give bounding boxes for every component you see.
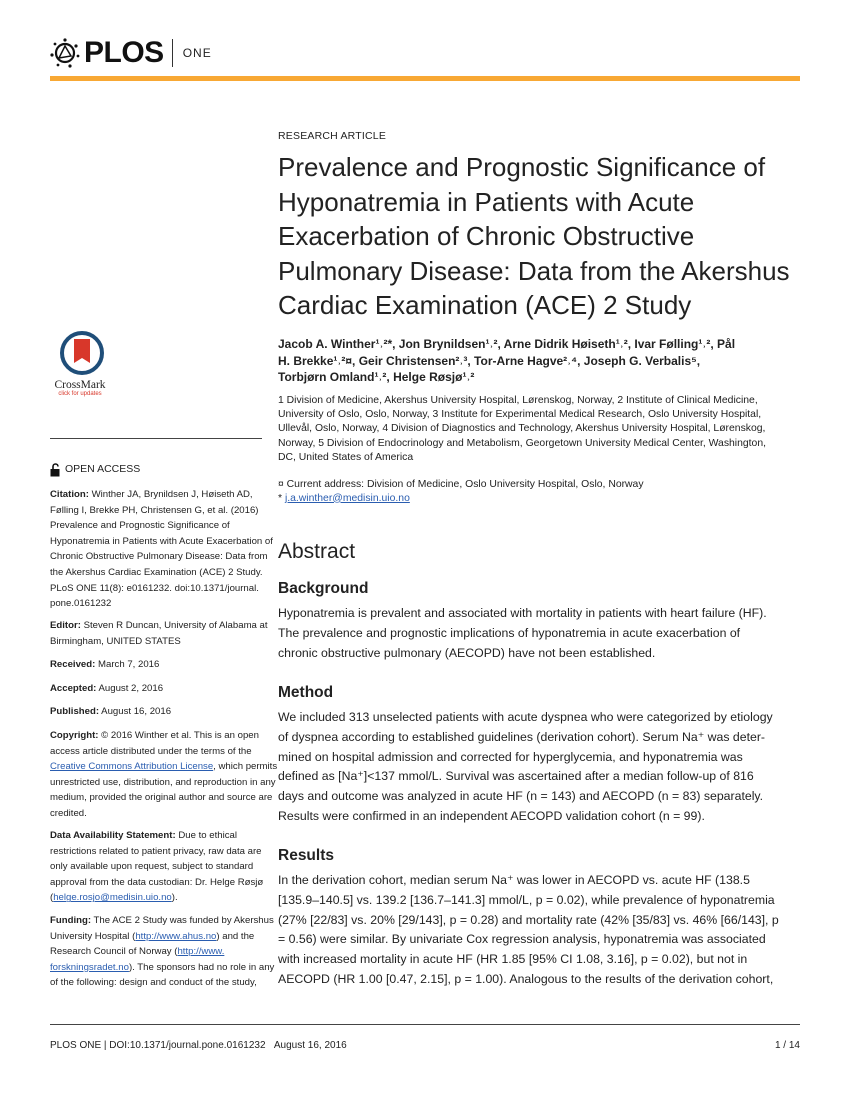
funding-text: University Hospital ( <box>50 930 136 942</box>
footer-page-number: 1 / 14 <box>774 1040 800 1051</box>
cc-license-link[interactable]: Creative Commons Attribution License <box>50 761 214 773</box>
paragraph-line: mined on hospital admission and corrected for hyperglycemia, and hyponatremia was <box>278 749 743 764</box>
abstract-heading: Abstract <box>278 540 356 563</box>
section-paragraph <box>278 604 808 663</box>
citation-text: Følling I, Brekke PH, Christensen G, et al. (2016) <box>50 504 259 516</box>
article-type: RESEARCH ARTICLE <box>278 130 387 142</box>
open-access-badge <box>50 462 265 478</box>
sidebar-divider <box>50 438 262 439</box>
author-list <box>278 336 808 386</box>
corresponding-email-link[interactable]: j.a.winther@medisin.uio.no <box>284 492 410 504</box>
affiliation-line: 1 Division of Medicine, Akershus University Hospital, Lørenskog, Norway, 2 Institute of Clinical Medicine, <box>278 395 758 406</box>
paragraph-line: AECOPD (HR 1.00 [0.47, 2.15], p = 1.00). Analogous to the results of the derivation cohort, <box>278 971 774 986</box>
data-availability-block: Data Availability Statement: Due to ethical restrictions related to patient privacy, raw data are only available upon request, subject to standard approval from the data custodian: Dr. Helge Røsjø (helge.rosjo@medisin.uio.no). <box>50 830 264 904</box>
section-paragraph <box>278 708 808 827</box>
copyright-text: , which permits <box>213 761 278 773</box>
citation-text: the Akershus Cardiac Examination (ACE) 2 Study. <box>50 566 263 578</box>
paragraph-line: Results were confirmed in an independent AECOPD validation cohort (n = 99). <box>278 808 705 823</box>
paragraph-line: The prevalence and prognostic implications of hyponatremia in acute exacerbation of <box>278 625 741 640</box>
paragraph-line: = 0.56) were similar. By univariate Cox regression analysis, hyponatremia was associated <box>278 932 766 947</box>
copyright-text: credited. <box>50 807 87 819</box>
corr-mark: * <box>278 492 285 504</box>
logo-divider <box>172 39 173 67</box>
data-availability-label: Data Availability Statement: <box>50 830 176 841</box>
data-email-link[interactable]: helge.rosjo@medisin.uio.no <box>53 892 172 904</box>
paragraph-line: with increased mortality in acute HF (HR 1.85 [95% CI 1.08, 3.16], p = 0.02), but not in <box>278 952 748 967</box>
accepted-label: Accepted: <box>50 683 97 694</box>
paragraph-line: (27% [22/83] vs. 20% [29/143], p = 0.28) and mortality rate (42% [35/83] vs. 46% [66/143], p <box>278 912 779 927</box>
citation-text: PLoS ONE 11(8): e0161232. doi:10.1371/journal. <box>50 582 259 594</box>
funding-text: ). The sponsors had no role in any <box>128 961 275 973</box>
published-label: Published: <box>50 706 100 717</box>
copyright-text: unrestricted use, distribution, and reproduction in any <box>50 776 276 788</box>
plos-one-logo[interactable] <box>50 36 212 70</box>
crossmark-badge[interactable] <box>50 330 110 397</box>
section-heading-background: Background <box>278 580 369 597</box>
citation-text: Hyponatremia in Patients with Acute Exacerbation of <box>50 535 273 547</box>
data-availability-text: only available upon request, subject to standard <box>50 861 254 873</box>
affiliation-line: DC, United States of America <box>278 451 414 463</box>
footer-divider <box>50 1024 800 1025</box>
funding-label: Funding: <box>50 915 92 926</box>
crossmark-icon <box>59 330 105 376</box>
received-label: Received: <box>50 659 96 670</box>
copyright-block <box>50 728 278 822</box>
forskningsradet-link[interactable]: forskningsradet.no <box>50 961 129 973</box>
data-availability-text: approval from the data custodian: Dr. Helge Røsjø <box>50 876 264 888</box>
footer-date: August 16, 2016 <box>273 1040 347 1051</box>
crossmark-sub: click for updates <box>58 391 102 397</box>
forskningsradet-link[interactable]: http://www. <box>177 946 225 958</box>
funding-text: of the following: design and conduct of the study, <box>50 977 257 989</box>
paragraph-line: chronic obstructive pulmonary (AECOPD) have not been established. <box>278 645 656 660</box>
title-line: Prevalence and Prognostic Significance of <box>278 152 766 182</box>
author-line: H. Brekke¹˒²¤, Geir Christensen²˒³, Tor-Arne Hagve²˒⁴, Joseph G. Verbalis⁵, <box>278 353 701 368</box>
title-line: Hyponatremia in Patients with Acute <box>278 186 695 217</box>
editor-block <box>50 618 268 649</box>
funding-text: The ACE 2 Study was funded by Akershus <box>91 915 274 926</box>
copyright-text: © 2016 Winther et al. This is an open <box>98 730 259 741</box>
paragraph-line: defined as [Na⁺]<137 mmol/L. Survival was ascertained after a median follow-up of 816 <box>278 769 754 784</box>
paragraph-line: of dyspnea according to established guidelines (derivation cohort). Serum Na⁺ was deter- <box>278 729 766 744</box>
citation-block <box>50 487 273 612</box>
plos-globe-icon <box>50 38 80 68</box>
logo-one: ONE <box>182 46 212 60</box>
paragraph-line: We included 313 unselected patients with acute dyspnea who were categorized by etiology <box>278 710 773 724</box>
header-accent-bar <box>50 76 800 81</box>
open-access-label: OPEN ACCESS <box>65 463 141 475</box>
published-line <box>50 704 265 720</box>
accepted-date: August 2, 2016 <box>96 683 164 694</box>
copyright-text: access article distributed under the terms of the <box>50 745 252 757</box>
section-heading-method: Method <box>278 684 334 701</box>
citation-text: Prevalence and Prognostic Significance of <box>50 520 230 532</box>
accepted-line <box>50 681 265 697</box>
received-line <box>50 657 265 673</box>
data-availability-text: restrictions related to patient privacy, raw data are <box>50 845 262 857</box>
citation-label: Citation: <box>50 489 89 500</box>
copyright-text: medium, provided the original author and source are <box>50 792 273 804</box>
affiliation-line: Ullevål, Oslo, Norway, 4 Division of Diagnostics and Technology, Akershus University Hospital, Lørenskog, <box>278 423 766 435</box>
correspondence-block <box>278 478 808 505</box>
footer-doi <box>50 1040 347 1051</box>
current-address: ¤ Current address: Division of Medicine, Oslo University Hospital, Oslo, Norway <box>278 479 644 490</box>
section-heading-results: Results <box>278 847 334 864</box>
paragraph-line: days and outcome was analyzed in acute HF (n = 143) and AECOPD (n = 83) separately. <box>278 789 764 804</box>
affiliation-line: University of Oslo, Oslo, Norway, 3 Institute for Experimental Medical Research, Oslo University Hospital, <box>278 409 762 421</box>
editor-label: Editor: <box>50 620 81 631</box>
title-line: Cardiac Examination (ACE) 2 Study <box>278 290 692 320</box>
received-date: March 7, 2016 <box>95 659 160 670</box>
paragraph-line: Hyponatremia is prevalent and associated with mortality in patients with heart failure (HF). <box>278 606 767 620</box>
section-paragraph <box>278 871 808 990</box>
affiliation-line: Norway, 5 Division of Endocrinology and Metabolism, Georgetown University Medical Center, Washington, <box>278 437 767 449</box>
paragraph-line: In the derivation cohort, median serum Na⁺ was lower in AECOPD vs. acute HF (138.5 <box>278 873 750 887</box>
data-availability-text: Due to ethical <box>175 830 237 841</box>
published-date: August 16, 2016 <box>99 706 172 717</box>
author-line: Torbjørn Omland¹˒², Helge Røsjø¹˒² <box>278 370 475 384</box>
citation-text: pone.0161232 <box>50 598 112 610</box>
title-line: Pulmonary Disease: Data from the Akershus <box>278 255 790 286</box>
author-line: Jacob A. Winther¹˒²*, Jon Brynildsen¹˒², Arne Didrik Høiseth¹˒², Ivar Følling¹˒², Pål <box>278 337 736 351</box>
editor-text: Birmingham, UNITED STATES <box>50 635 181 647</box>
article-title <box>278 150 808 323</box>
title-line: Exacerbation of Chronic Obstructive <box>278 221 695 251</box>
footer-journal-doi: PLOS ONE | DOI:10.1371/journal.pone.0161232 <box>50 1040 266 1051</box>
open-lock-icon <box>50 463 61 477</box>
citation-text: Chronic Obstructive Pulmonary Disease: Data from <box>50 551 268 563</box>
funding-text: Research Council of Norway ( <box>50 946 178 958</box>
funding-text: ) and the <box>216 930 255 942</box>
affiliations <box>278 394 808 465</box>
logo-plos: PLOS <box>84 36 164 69</box>
paragraph-line: [135.9–140.5] vs. 139.2 [136.7–141.3] mmol/L, p = 0.02), while prevalence of hyponatremia <box>278 892 775 907</box>
citation-text: Winther JA, Brynildsen J, Høiseth AD, <box>88 489 253 500</box>
crossmark-label: CrossMark <box>54 379 106 391</box>
ahus-link[interactable]: http://www.ahus.no <box>135 930 217 942</box>
funding-block <box>50 913 275 991</box>
copyright-label: Copyright: <box>50 730 99 741</box>
editor-text: Steven R Duncan, University of Alabama at <box>80 620 268 631</box>
